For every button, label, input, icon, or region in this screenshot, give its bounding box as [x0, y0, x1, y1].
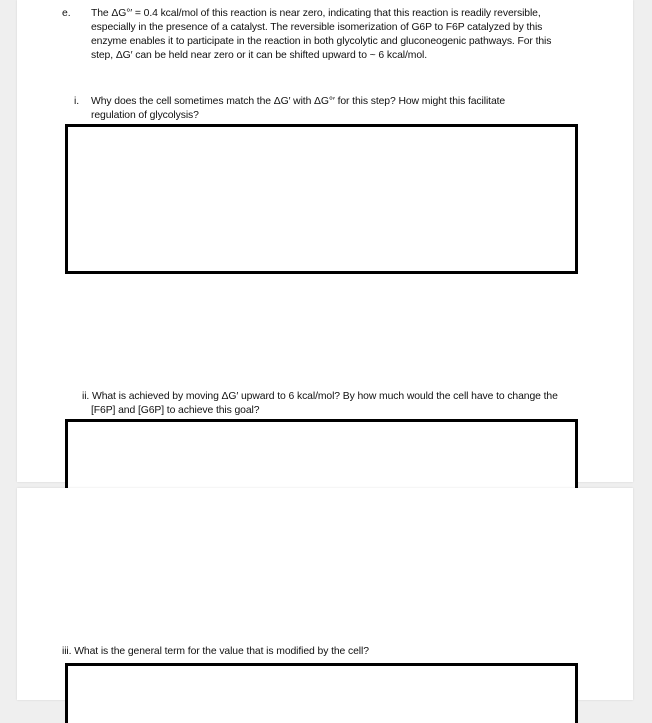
question-ii-line: ii. What is achieved by moving ΔG′ upward to 6 kcal/mol? By how much would the cell have to change the: [82, 391, 558, 402]
part-e-line: especially in the presence of a catalyst. The reversible isomerization of G6P to F6P catalyzed by this: [91, 22, 543, 33]
question-i-line: regulation of glycolysis?: [91, 110, 199, 121]
answer-box-i[interactable]: [65, 124, 578, 274]
question-i-label: i.: [74, 96, 80, 107]
question-i-text: [91, 95, 621, 123]
question-ii-text: [82, 390, 632, 418]
part-e-paragraph: [91, 7, 631, 63]
answer-box-iii[interactable]: [65, 663, 578, 723]
worksheet-page-1: [17, 0, 633, 482]
part-e-label: e.: [62, 8, 71, 19]
worksheet-page-2: [17, 488, 633, 700]
part-e-line: The ΔG°′ = 0.4 kcal/mol of this reaction is near zero, indicating that this reaction is readily reversible,: [91, 8, 541, 19]
question-ii-line: [F6P] and [G6P] to achieve this goal?: [91, 405, 260, 416]
question-iii-text: iii. What is the general term for the value that is modified by the cell?: [62, 646, 369, 657]
answer-box-ii[interactable]: [65, 419, 578, 489]
part-e-line: enzyme enables it to participate in the reaction in both glycolytic and gluconeogenic pathways. For this: [91, 36, 552, 47]
part-e-line: step, ΔG′ can be held near zero or it can be shifted upward to ~ 6 kcal/mol.: [91, 50, 427, 61]
question-i-line: Why does the cell sometimes match the ΔG′ with ΔG°′ for this step? How might this facilitate: [91, 96, 506, 107]
